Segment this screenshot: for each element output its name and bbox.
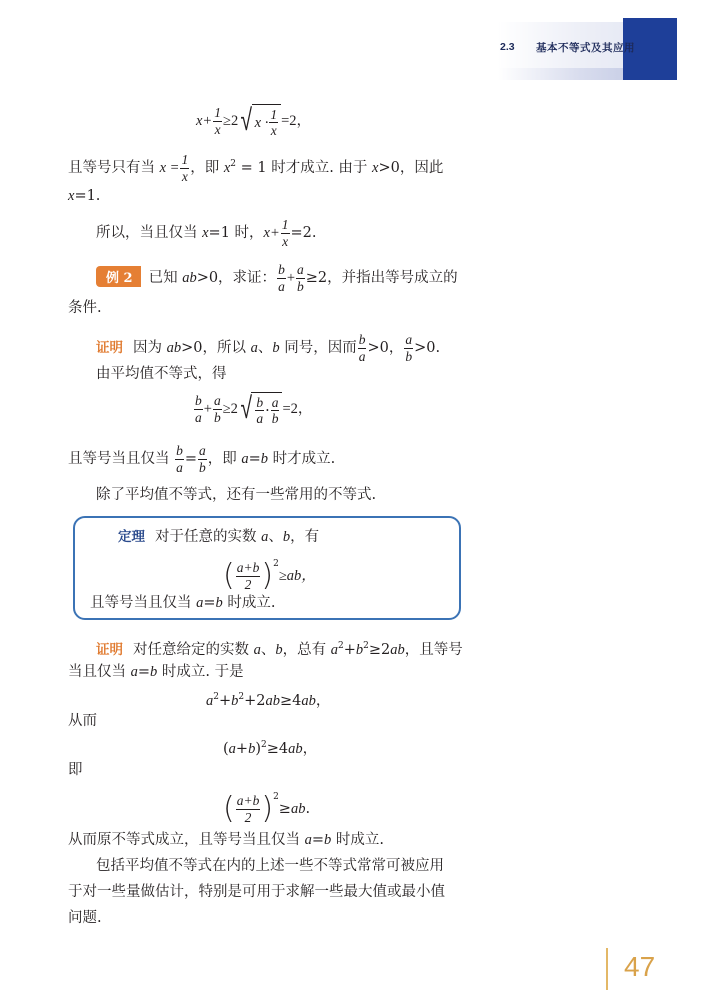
proof1-e: 、 xyxy=(257,340,273,356)
lineeq-f: b xyxy=(260,451,269,467)
eq2-geq: ≥2 xyxy=(222,401,238,417)
eq5-r: ≥ xyxy=(278,801,291,817)
equation-3 xyxy=(206,687,330,711)
eq5-frac-den: 2 xyxy=(244,809,252,825)
theorem-cond-c: = xyxy=(203,595,216,611)
theorem-text: 对于任意的实数 xyxy=(155,529,262,545)
eq2-end: =2， xyxy=(282,401,313,417)
theorem-formula-rhs: ≥ab， xyxy=(278,568,316,584)
eq4-f: 2 xyxy=(261,740,267,750)
equation-2 xyxy=(193,392,312,426)
theorem-exp: 2 xyxy=(273,559,279,569)
proof2-cont-b: a xyxy=(130,664,138,680)
proof1-h: >0， xyxy=(367,340,404,356)
eq5-s: ab xyxy=(290,801,306,817)
line3-frac-num: 1 xyxy=(281,217,289,232)
p1-frac1-num: b xyxy=(358,332,366,347)
eq4-c: + xyxy=(235,740,249,757)
para-last-3: 问题. xyxy=(68,910,102,926)
section-title: 基本不等式及其应用 xyxy=(536,42,635,54)
proof2-d: b xyxy=(275,641,283,658)
eq2-s2-num: a xyxy=(271,394,279,410)
eq3-h: ≥4 xyxy=(280,692,302,709)
theorem-frac-den: 2 xyxy=(244,576,252,592)
theorem-formula: ( $\frac{a+b}{2}$ )$^2$≥ab， xyxy=(223,558,316,593)
ex-frac2-num: a xyxy=(297,262,304,277)
eq2-plus: + xyxy=(203,401,212,417)
proof2-c: 、 xyxy=(260,641,276,658)
eq2-s2-den: b xyxy=(271,411,279,426)
line-avg: 由平均值不等式，得 xyxy=(96,366,227,382)
proof-label: 证明 xyxy=(96,340,123,356)
theorem-line xyxy=(118,527,319,547)
theorem-cond-d: b xyxy=(215,595,223,611)
line2-b: =1. xyxy=(74,188,101,204)
ex-frac2-den: b xyxy=(297,278,304,294)
proof1-f: b xyxy=(272,340,280,356)
page-number: 47 xyxy=(624,951,656,982)
eq1-term: x+ xyxy=(196,113,213,129)
line3-e: =2. xyxy=(290,225,317,241)
line3-d: x+ xyxy=(263,225,280,241)
eq2-f2-num: a xyxy=(213,393,221,408)
example-a: 已知 xyxy=(148,270,183,286)
example-2-line: 例 2 已知 ab>0，求证： $\frac{b}{a}$ + $\frac{a}{b}$ ≥2，并指出等号成立的 xyxy=(96,263,458,293)
eq3-i: ab xyxy=(301,692,316,709)
line1-frac-num: 1 xyxy=(181,152,189,167)
proof2-m: ，且等号 xyxy=(404,641,463,658)
theorem-end: ，有 xyxy=(290,529,320,545)
equation-5: ( $\frac{a+b}{2}$ )$^2$≥ab. xyxy=(223,791,311,826)
final-e: 时成立. xyxy=(331,832,384,848)
proof1-a: 因为 xyxy=(133,340,167,356)
proof2-cont-e: 时成立. 于是 xyxy=(157,664,244,680)
proof2-b: a xyxy=(253,641,261,658)
p1-frac2-num: a xyxy=(405,332,413,347)
theorem-label: 定理 xyxy=(118,529,145,545)
eq3-b: 2 xyxy=(213,692,219,702)
eq4-b: a xyxy=(228,740,236,757)
theorem-a: a xyxy=(261,529,269,545)
p1-frac1-den: a xyxy=(358,348,366,364)
eq2-f1-den: a xyxy=(195,409,202,425)
theorem-b: b xyxy=(282,529,291,545)
eq3-f: +2 xyxy=(244,692,266,709)
equation-4 xyxy=(223,735,317,759)
lineeq-b: = xyxy=(184,451,198,467)
eq1-sqrt: √ x · $\frac{1}{x}$ xyxy=(238,104,281,138)
eq5-frac-num: a+b xyxy=(236,793,260,808)
line1-c: ，即 xyxy=(190,160,224,176)
text-line-3 xyxy=(96,218,317,248)
eq1-frac-num: 1 xyxy=(214,105,221,120)
eq1-sqrt-frac-num: 1 xyxy=(270,106,278,122)
line1-sup: 2 xyxy=(230,159,236,170)
line3-a: 所以，当且仅当 xyxy=(96,225,203,241)
eq2-dot: · xyxy=(265,402,270,419)
eq1-sqrt-x: x · xyxy=(254,114,269,131)
line1-b: x = xyxy=(159,160,180,176)
line3-b: x xyxy=(202,225,209,241)
le-f2-den: b xyxy=(199,459,206,475)
proof2-cont-d: b xyxy=(150,664,158,680)
lineeq-e: = xyxy=(248,451,261,467)
le-f2-num: a xyxy=(199,443,206,458)
theorem-cond-e: 时成立. xyxy=(222,595,276,611)
eq2-f2-den: b xyxy=(213,409,221,425)
line1-frac-den: x xyxy=(181,168,188,184)
proof1-d: a xyxy=(250,340,258,356)
text-line-1 xyxy=(68,153,443,183)
line-final xyxy=(68,830,384,850)
word-ji: 即 xyxy=(68,762,83,778)
proof-1-line xyxy=(96,333,440,363)
final-c: = xyxy=(311,832,325,848)
proof2-g: 2 xyxy=(337,641,344,651)
page-number-rule xyxy=(606,948,608,990)
eq4-i: ， xyxy=(302,740,318,757)
proof-2-cont xyxy=(68,662,244,682)
example-d: ≥2，并指出等号成立的 xyxy=(305,270,458,286)
line1-f: = 1 时才成立. 由于 xyxy=(236,160,373,176)
eq3-g: ab xyxy=(265,692,280,709)
line1-d: x xyxy=(223,160,231,176)
eq4-g: ≥4 xyxy=(266,740,289,757)
proof2-k: ≥2 xyxy=(368,641,391,658)
theorem-condition xyxy=(90,593,275,613)
eq4-d: b xyxy=(248,740,256,757)
eq2-s1-den: a xyxy=(256,411,264,426)
equality-condition-line xyxy=(68,444,335,474)
ex-frac1-num: b xyxy=(278,262,285,277)
ex-frac1-den: a xyxy=(278,278,285,294)
line3-frac-den: x xyxy=(282,233,289,249)
p1-frac2-den: b xyxy=(405,348,413,364)
lineeq-c: ，即 xyxy=(207,451,242,467)
theorem-cond-b: a xyxy=(196,595,204,611)
lineeq-a: 且等号当且仅当 xyxy=(68,451,175,467)
lineeq-d: a xyxy=(241,451,249,467)
eq5-exp: 2 xyxy=(273,792,279,802)
proof2-e: ，总有 xyxy=(282,641,331,658)
line1-g: x xyxy=(372,160,379,176)
eq3-d: b xyxy=(231,692,239,709)
eq2-f1-num: b xyxy=(195,393,202,408)
eq1-end: =2， xyxy=(281,113,312,129)
final-b: a xyxy=(304,832,312,848)
line-other: 除了平均值不等式，还有一些常用的不等式. xyxy=(96,487,377,503)
proof2-f: a xyxy=(330,641,338,658)
theorem-sep: 、 xyxy=(268,529,283,545)
equation-1 xyxy=(196,104,311,138)
eq1-geq: ≥2 xyxy=(222,113,239,129)
eq3-e: 2 xyxy=(238,692,245,702)
proof-2-line xyxy=(96,636,463,660)
eq3-j: ， xyxy=(315,692,331,709)
proof2-a: 对任意给定的实数 xyxy=(133,641,254,658)
proof1-i: >0. xyxy=(414,340,441,356)
example-c: >0，求证： xyxy=(196,270,277,286)
proof2-cont-a: 当且仅当 xyxy=(68,664,131,680)
example-badge: 例 2 xyxy=(96,266,141,287)
le-f1-num: b xyxy=(176,443,183,458)
text-line-2 xyxy=(68,186,100,206)
eq5-t: . xyxy=(305,801,311,817)
theorem-cond-a: 且等号当且仅当 xyxy=(90,595,197,611)
proof2-l: ab xyxy=(390,641,405,658)
eq3-a: a xyxy=(206,692,214,709)
eq1-sqrt-frac-den: x xyxy=(270,123,277,138)
proof1-c: >0，所以 xyxy=(181,340,251,356)
le-f1-den: a xyxy=(176,459,183,475)
eq1-frac-den: x xyxy=(214,121,221,137)
example-b: ab xyxy=(182,270,197,286)
eq2-sqrt: √ $\frac{b}{a}$ · $\frac{a}{b}$ xyxy=(238,392,283,426)
theorem-frac-num: a+b xyxy=(236,560,260,575)
line1-h: >0，因此 xyxy=(378,160,444,176)
proof2-h: + xyxy=(343,641,356,658)
proof-2-label: 证明 xyxy=(96,641,123,658)
para-last-1: 包括平均值不等式在内的上述一些不等式常常可被应用 xyxy=(96,858,444,874)
para-last-2: 于对一些量做估计，特别是可用于求解一些最大值或最小值 xyxy=(68,884,445,900)
eq4-a: ( xyxy=(223,740,229,757)
word-congr: 从而 xyxy=(68,713,97,729)
proof2-i: b xyxy=(355,641,364,658)
proof1-b: ab xyxy=(166,340,182,356)
proof1-g: 同号，因而 xyxy=(279,340,357,356)
final-a: 从而原不等式成立，且等号当且仅当 xyxy=(68,832,305,848)
line3-c: =1 时， xyxy=(208,225,264,241)
line2-a: x xyxy=(68,188,75,204)
line1-a: 且等号只有当 xyxy=(68,160,160,176)
proof2-j: 2 xyxy=(363,641,369,651)
lineeq-g: 时才成立. xyxy=(268,451,336,467)
eq3-c: + xyxy=(218,692,232,709)
proof2-cont-c: = xyxy=(137,664,151,680)
eq4-e: ) xyxy=(255,740,261,757)
example-2-cont: 条件. xyxy=(68,300,102,316)
eq4-h: ab xyxy=(288,740,303,757)
section-number: 2.3 xyxy=(500,41,515,53)
eq2-s1-num: b xyxy=(256,394,264,410)
final-d: b xyxy=(324,832,332,848)
